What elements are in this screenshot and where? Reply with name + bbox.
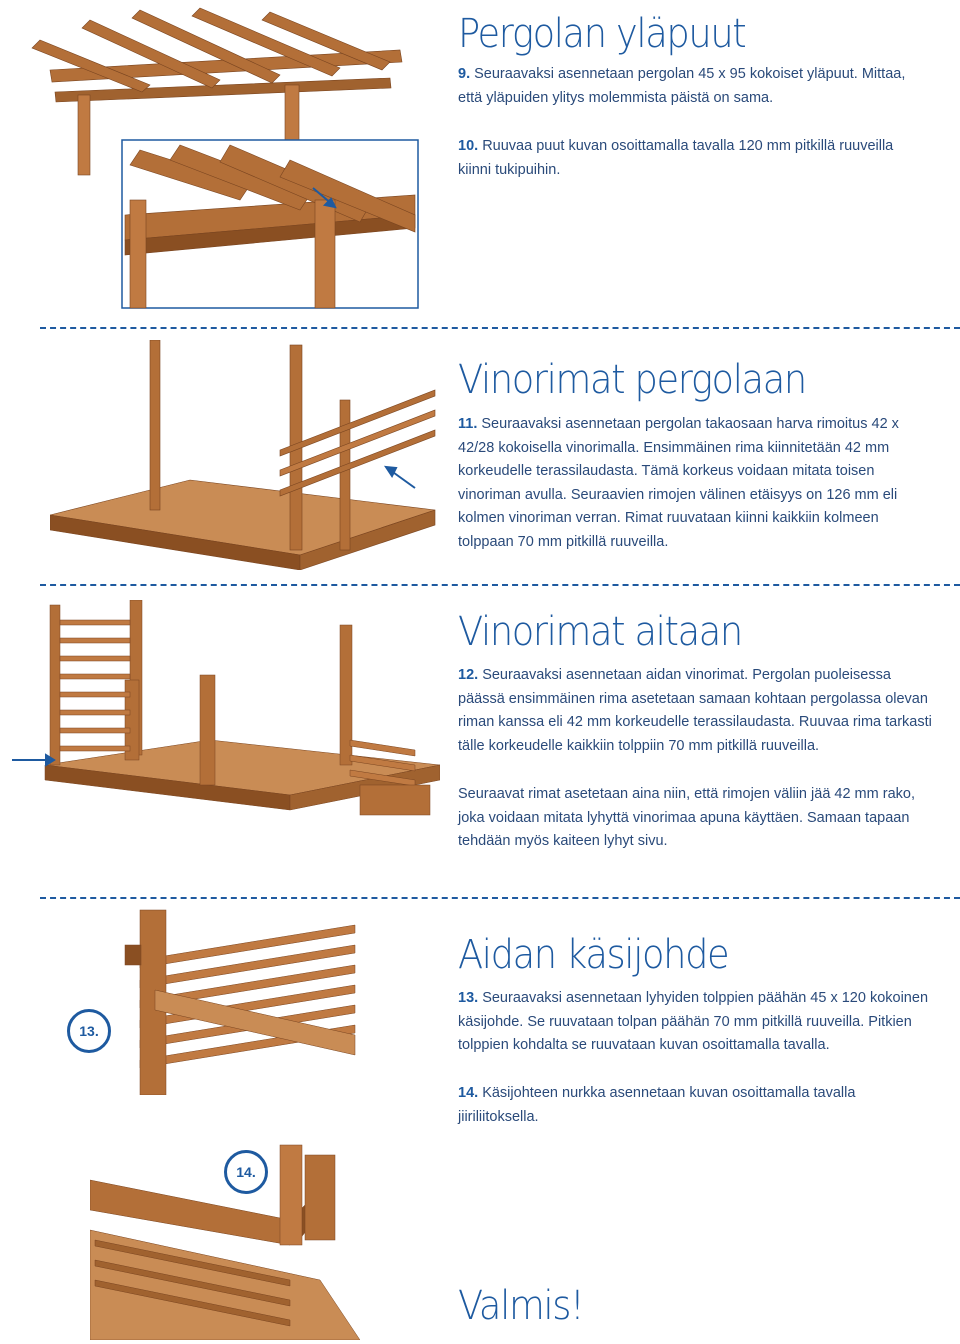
step-number: 11.: [458, 416, 478, 432]
step-14-badge: 14.: [224, 1150, 268, 1194]
step-number: 13.: [458, 990, 479, 1006]
step-text: Käsijohteen nurkka asennetaan kuvan osoittamalla tavalla jiiriliitoksella.: [458, 1085, 856, 1125]
step-number: 9.: [458, 66, 471, 82]
section-divider: [40, 584, 960, 586]
section-title: Vinorimat pergolaan: [458, 357, 806, 403]
step-14: [458, 1082, 938, 1129]
step-11: [458, 413, 938, 554]
pergola-slats-illustration: [50, 340, 440, 570]
step-text: Ruuvaa puut kuvan osoittamalla tavalla 120 mm pitkillä ruuveilla kiinni tukipuihin.: [458, 138, 894, 178]
step-number: 12.: [458, 667, 479, 683]
section-title: Vinorimat aitaan: [458, 609, 742, 655]
step-13: [458, 987, 938, 1058]
step-12-continued: Seuraavat rimat asetetaan aina niin, että rimojen väliin jää 42 mm rako, joka voidaan mitata lyhyttä vinorimaa apuna käyttäen. Samaan tapaan tehdään myös kaiteen lyhyt sivu.: [458, 786, 915, 849]
step-number: 10.: [458, 138, 479, 154]
step-12: [458, 664, 938, 758]
step-text: Seuraavaksi asennetaan pergolan 45 x 95 kokoiset yläpuut. Mittaa, että yläpuiden ylitys molemmista päistä on sama.: [458, 66, 906, 106]
step-number: 14.: [458, 1085, 479, 1101]
step-10: [458, 135, 928, 182]
section-divider: [40, 327, 960, 329]
step-text: Seuraavaksi asennetaan pergolan takaosaan harva rimoitus 42 x 42/28 kokoisella vinorimalla. Ensimmäinen rima kiinnitetään 42 mm korkeudelle terassilaudasta. Tämä korkeus voidaan mitata toisen vinoriman avulla. Seuraavien rimojen välinen etäisyys on 126 mm eli kolmen vinoriman verran. Rimat ruuvataan kiinni kaikkiin kolmeen tolppaan 70 mm pitkillä ruuveilla.: [458, 416, 899, 550]
section-title: Pergolan yläpuut: [458, 11, 746, 57]
pergola-top-beams-illustration: [30, 0, 420, 320]
handrail-13-illustration: [100, 905, 360, 1095]
step-text: Seuraavaksi asennetaan aidan vinorimat. Pergolan puoleisessa päässä ensimmäinen rima asetetaan samaan kohtaan pergolassa olevan riman kanssa eli 42 mm korkeudelle terassilaudasta. Ruuvaa rima tarkasti tälle korkeudelle kaikkiin tolppiin 70 mm pitkillä ruuveilla.: [458, 667, 932, 754]
step-9: [458, 63, 928, 110]
section-title: Aidan käsijohde: [458, 932, 729, 978]
step-13-badge: 13.: [67, 1009, 111, 1053]
final-title: Valmis!: [458, 1283, 584, 1329]
fence-slats-illustration: [10, 600, 440, 850]
step-text: Seuraavaksi asennetaan lyhyiden tolppien päähän 45 x 120 kokoinen käsijohde. Se ruuvataan tolpan päähän 70 mm pitkillä ruuveilla. Pitkien tolppien kohdalta se ruuvataan kuvan osoittamalla tavalla.: [458, 990, 929, 1053]
section-divider: [40, 897, 960, 899]
